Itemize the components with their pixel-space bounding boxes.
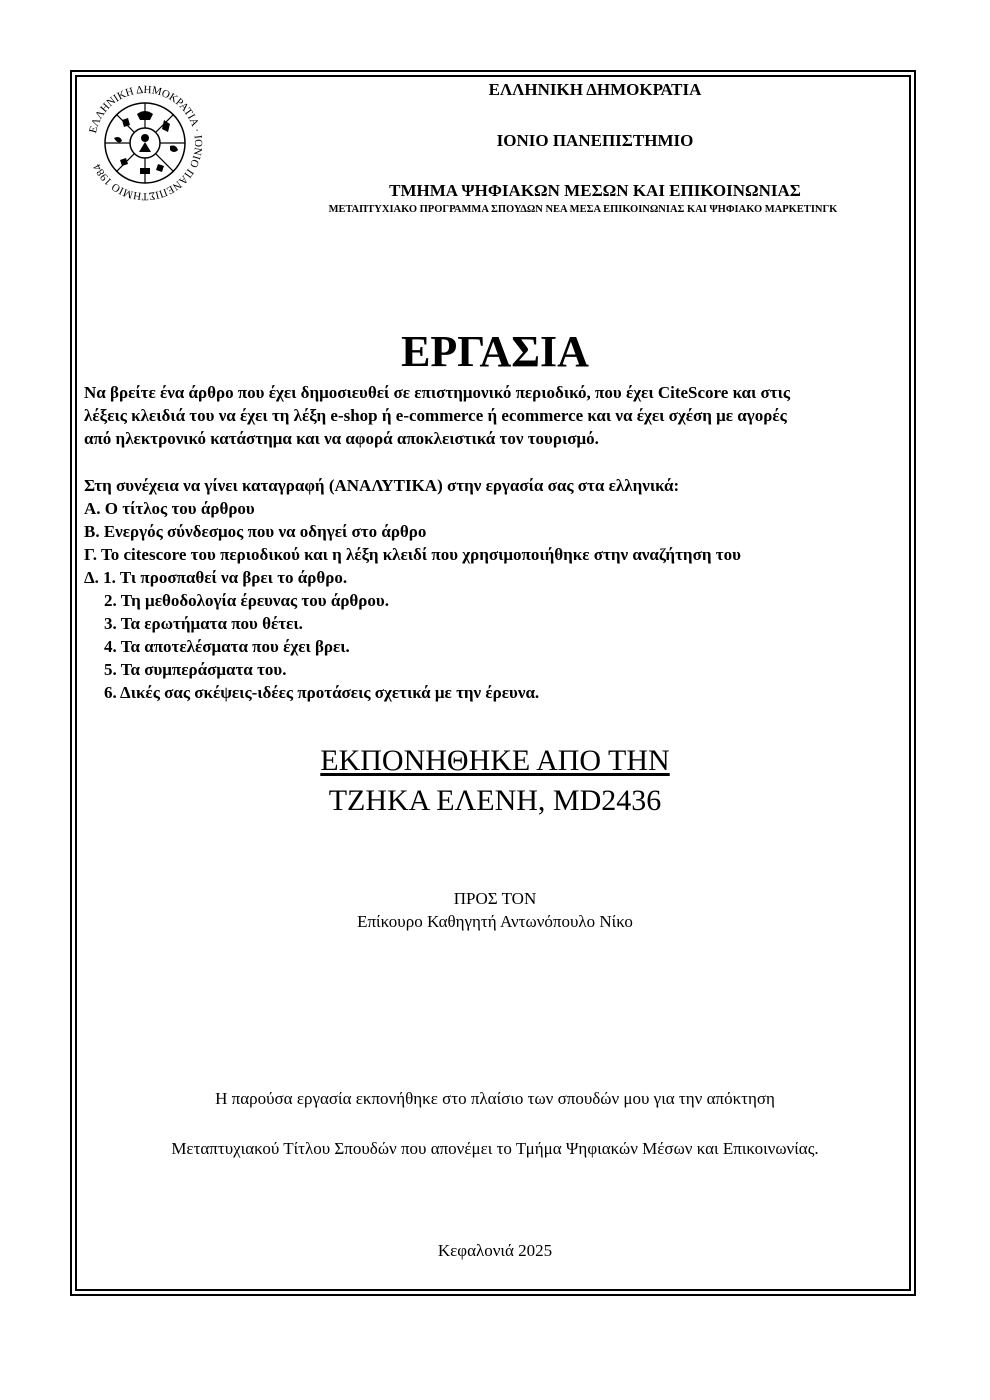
- list-item: Δ. 1. Τι προσπαθεί να βρει το άρθρο.: [84, 568, 348, 587]
- svg-text:ΕΛΛΗΝΙΚΗ ΔΗΜΟΚΡΑΤΙΑ · ΙΟΝΙΟ ΠΑ: ΕΛΛΗΝΙΚΗ ΔΗΜΟΚΡΑΤΙΑ · ΙΟΝΙΟ ΠΑΝΕΠΙΣΤΗΜΙΟ 1984: [87, 83, 205, 203]
- statement-line: Μεταπτυχιακού Τίτλου Σπουδών που απονέμει το Τμήμα Ψηφιακών Μέσων και Επικοινωνίας.: [171, 1139, 819, 1158]
- task-line: λέξεις κλειδιά του να έχει τη λέξη e-shop ή e-commerce ή ecommerce και να έχει σχέση με αγορές: [84, 406, 787, 425]
- university-name: ΙΟΝΙΟ ΠΑΝΕΠΙΣΤΗΜΙΟ: [496, 131, 694, 150]
- government-header: ΕΛΛΗΝΙΚΗ ΔΗΜΟΚΡΑΤΙΑ: [488, 80, 702, 99]
- place-date: Κεφαλονιά 2025: [437, 1241, 553, 1260]
- author-heading-text: ΕΚΠΟΝΗΘΗΚΕ ΑΠΟ ΤΗΝ: [320, 744, 670, 777]
- task-line: από ηλεκτρονικό κατάστημα και να αφορά αποκλειστικά τον τουρισμό.: [84, 429, 599, 448]
- instructions-intro: Στη συνέχεια να γίνει καταγραφή (ΑΝΑΛΥΤΙΚΑ) στην εργασία σας στα ελληνικά:: [84, 476, 680, 495]
- document-title: ΕΡΓΑΣΙΑ: [401, 327, 589, 376]
- list-item: Γ. Το citescore του περιοδικού και η λέξη κλειδί που χρησιμοποιήθηκε στην αναζήτηση του: [84, 545, 741, 564]
- sub-list-item: 5. Τα συμπεράσματα του.: [104, 660, 287, 679]
- author-name: ΤΖΗΚΑ ΕΛΕΝΗ, MD2436: [328, 784, 662, 817]
- instructions-list: [84, 497, 910, 704]
- recipient-name: Επίκουρο Καθηγητή Αντωνόπουλο Νίκο: [357, 912, 633, 931]
- program-name: ΜΕΤΑΠΤΥΧΙΑΚΟ ΠΡΟΓΡΑΜΜΑ ΣΠΟΥΔΩΝ ΝΕΑ ΜΕΣΑ ΕΠΙΚΟΙΝΩΝΙΑΣ ΚΑΙ ΨΗΦΙΑΚΟ ΜΑΡΚΕΤΙΝΓΚ: [328, 204, 838, 215]
- task-line: Να βρείτε ένα άρθρο που έχει δημοσιευθεί σε επιστημονικό περιοδικό, που έχει CiteScore και στις: [84, 383, 791, 402]
- sub-list-item: 4. Τα αποτελέσματα που έχει βρει.: [104, 637, 350, 656]
- sub-list-item: 6. Δικές σας σκέψεις-ιδέες προτάσεις σχετικά με την έρευνα.: [104, 683, 540, 702]
- sub-list-item: 2. Τη μεθοδολογία έρευνας του άρθρου.: [104, 591, 389, 610]
- sub-list-item: 3. Τα ερωτήματα που θέτει.: [104, 614, 303, 633]
- recipient-heading: ΠΡΟΣ ΤΟΝ: [453, 889, 537, 908]
- list-item: Α. Ο τίτλος του άρθρου: [84, 499, 255, 518]
- author-heading: [0, 744, 990, 778]
- task-description: [84, 381, 910, 450]
- department-name: ΤΜΗΜΑ ΨΗΦΙΑΚΩΝ ΜΕΣΩΝ ΚΑΙ ΕΠΙΚΟΙΝΩΝΙΑΣ: [389, 181, 801, 200]
- university-seal-icon: [82, 80, 208, 206]
- statement-line: Η παρούσα εργασία εκπονήθηκε στο πλαίσιο των σπουδών μου για την απόκτηση: [215, 1089, 775, 1108]
- list-item: Β. Ενεργός σύνδεσμος που να οδηγεί στο άρθρο: [84, 522, 427, 541]
